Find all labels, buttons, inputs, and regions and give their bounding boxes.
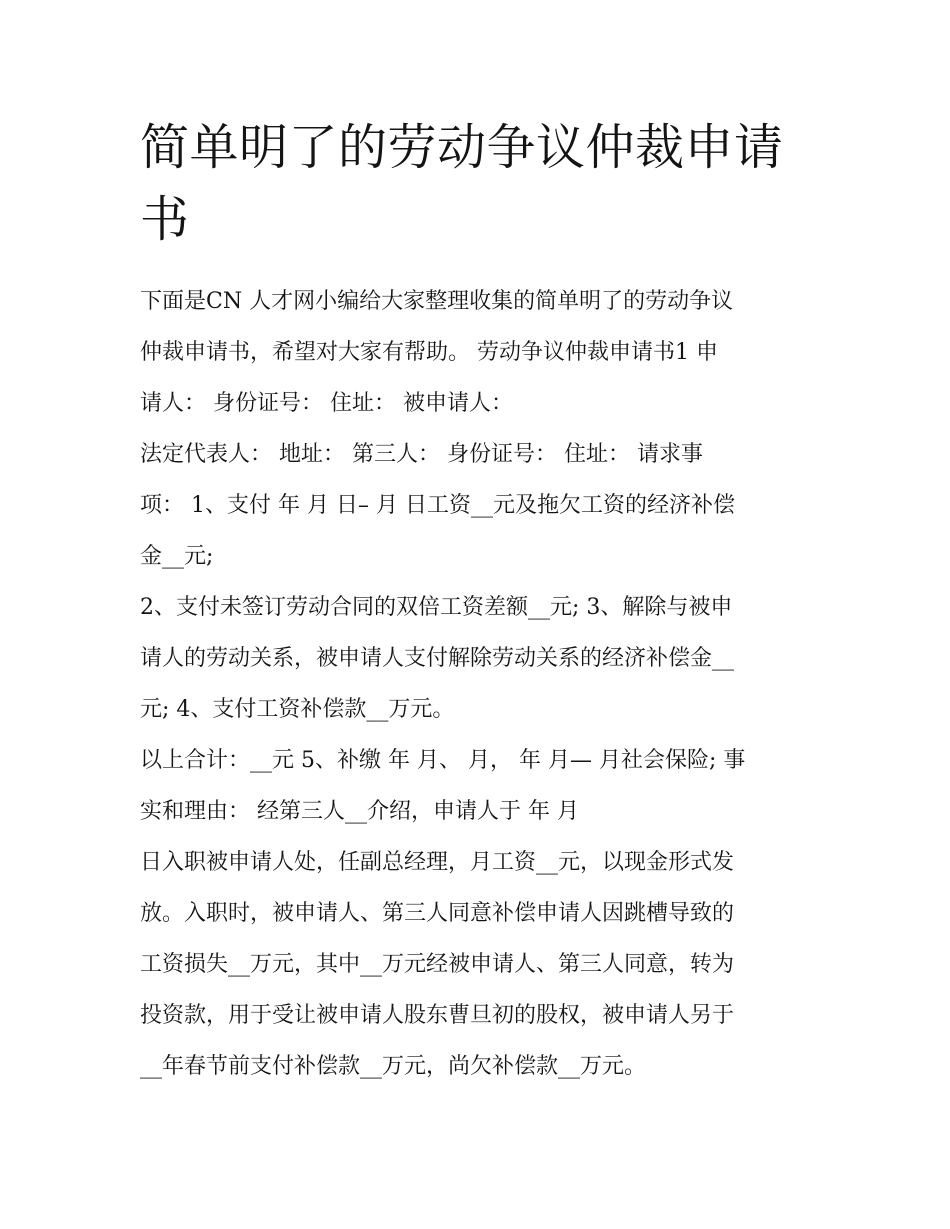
title-line-2: 书 xyxy=(140,191,190,248)
page-title xyxy=(140,112,820,256)
body-line: 元; 4、支付工资补偿款__万元。 xyxy=(140,697,455,722)
body-line: 放。入职时，被申请人、第三人同意补偿申请人因跳槽导致的 xyxy=(140,901,735,926)
body-line: 工资损失__万元，其中__万元经被申请人、第三人同意，转为 xyxy=(140,952,735,977)
body-line: 日入职被申请人处，任副总经理，月工资__元，以现金形式发 xyxy=(140,850,735,875)
body-line: 下面是CN 人才网小编给大家整理收集的简单明了的劳动争议 xyxy=(140,289,734,314)
body-line: 法定代表人： 地址： 第三人： 身份证号： 住址： 请求事 xyxy=(140,442,703,467)
body-line: 投资款，用于受让被申请人股东曹旦初的股权，被申请人另于 xyxy=(140,1003,735,1028)
body-line: 金__元; xyxy=(140,544,214,569)
body-line: 2、支付未签订劳动合同的双倍工资差额__元; 3、解除与被申 xyxy=(140,595,733,620)
body-text xyxy=(140,280,830,1096)
body-line: 请人的劳动关系，被申请人支付解除劳动关系的经济补偿金__ xyxy=(140,646,735,671)
body-line: 仲裁申请书，希望对大家有帮助。 劳动争议仲裁申请书1 申 xyxy=(140,340,718,365)
title-line-1: 简单明了的劳动争议仲裁申请 xyxy=(140,119,784,176)
body-line: 请人： 身份证号： 住址： 被申请人： xyxy=(140,391,513,416)
body-line: 项： 1、支付 年 月 日– 月 日工资__元及拖欠工资的经济补偿 xyxy=(140,493,735,518)
body-line: 实和理由： 经第三人__介绍，申请人于 年 月 xyxy=(140,799,579,824)
body-line: 以上合计：__元 5、补缴 年 月、 月， 年 月— 月社会保险; 事 xyxy=(140,748,746,773)
body-line: __年春节前支付补偿款__万元，尚欠补偿款__万元。 xyxy=(140,1054,647,1079)
